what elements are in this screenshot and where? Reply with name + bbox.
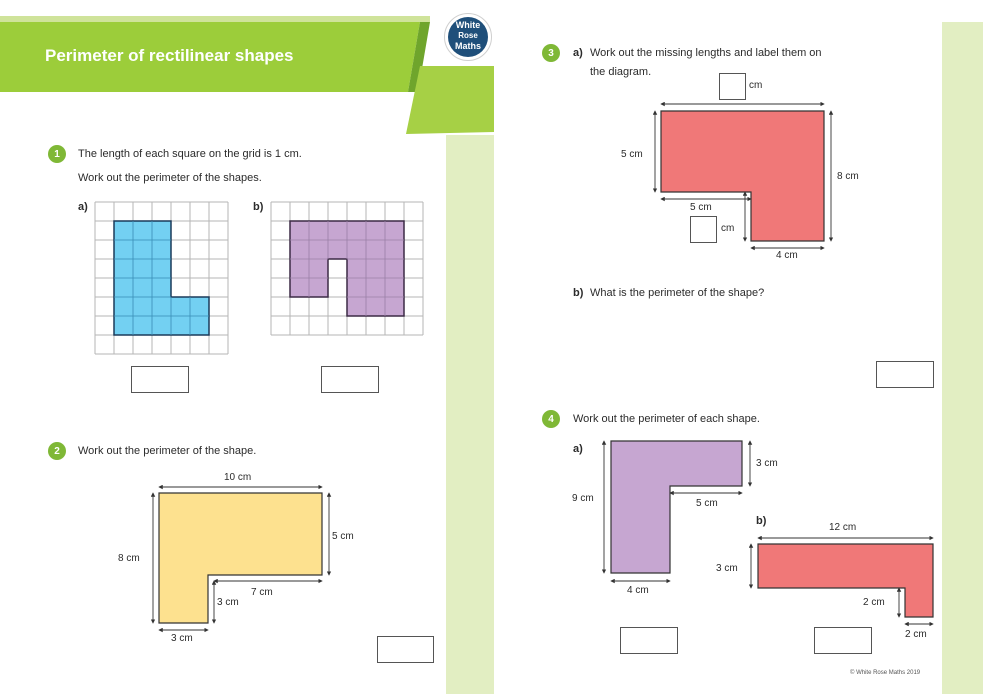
question-3b-text: What is the perimeter of the shape? [590,287,765,299]
q3-answer-box[interactable] [876,361,934,388]
q2-label-inner-h: 7 cm [251,587,273,598]
q4a-label-inner: 5 cm [696,498,718,509]
q4a-label-left: 9 cm [572,493,594,504]
question-2-text: Work out the perimeter of the shape. [78,445,257,457]
question-1-text-line2: Work out the perimeter of the shapes. [78,172,262,184]
copyright-footer: © White Rose Maths 2019 [850,670,921,676]
q4b-label-left: 3 cm [716,563,738,574]
q2-answer-box[interactable] [377,636,434,663]
q2-label-right: 5 cm [332,531,354,542]
question-1a-label: a) [78,201,88,213]
question-3a-label: a) [573,47,583,59]
question-2-badge: 2 [48,442,66,460]
white-rose-maths-logo [444,13,492,61]
right-page-sidebar [942,22,983,694]
question-4a-label: a) [573,443,583,455]
q3-label-right: 8 cm [837,171,859,182]
q2-shape [159,493,322,623]
question-3-text-line1: Work out the missing lengths and label them on [590,47,822,59]
left-page-sidebar [446,135,494,694]
q3-label-top-unit: cm [749,80,763,91]
question-4b-label: b) [756,515,767,527]
q3-shape-diagram [650,98,840,263]
logo-text-white: White [455,20,481,30]
page-title: Perimeter of rectilinear shapes [45,46,294,65]
q3-shape [661,111,824,241]
q4a-label-top-right: 3 cm [756,458,778,469]
q4b-shape-diagram [745,530,943,630]
q2-label-inner-v: 3 cm [217,597,239,608]
q1a-grid-diagram [94,201,230,357]
q3-inner-missing-box[interactable] [690,216,717,243]
question-1-badge: 1 [48,145,66,163]
q1b-answer-box[interactable] [321,366,379,393]
q2-label-bottom: 3 cm [171,633,193,644]
q4a-shape [611,441,742,573]
q4a-answer-box[interactable] [620,627,678,654]
q3-label-bottom: 4 cm [776,250,798,261]
q1b-grid-diagram [270,201,425,338]
q4b-label-bottom: 2 cm [905,629,927,640]
q2-shape-diagram [140,480,340,640]
question-3b-label: b) [573,287,584,299]
q1a-answer-box[interactable] [131,366,189,393]
q3-label-inner-h: 5 cm [690,202,712,213]
logo-text-maths: Maths [454,41,481,51]
question-3-badge: 3 [542,44,560,62]
logo-text-rose: Rose [458,31,478,40]
q4b-label-top: 12 cm [829,522,857,533]
q2-label-left: 8 cm [118,553,140,564]
q4b-label-inner: 2 cm [863,597,885,608]
question-4-text: Work out the perimeter of each shape. [573,413,760,425]
q4a-label-bottom: 4 cm [627,585,649,596]
question-3-text-line2: the diagram. [590,66,652,78]
q4b-answer-box[interactable] [814,627,872,654]
q3-label-inner-v-unit: cm [721,223,735,234]
logo-inner [448,17,488,57]
q4b-shape [758,544,933,617]
question-4-badge: 4 [542,410,560,428]
q3-label-left: 5 cm [621,149,643,160]
q2-label-top: 10 cm [224,472,252,483]
question-1b-label: b) [253,201,264,213]
header-banner-graphic [0,0,494,135]
header-banner [0,0,494,135]
q3-top-missing-box[interactable] [719,73,746,100]
question-1-text-line1: The length of each square on the grid is 1 cm. [78,148,302,160]
